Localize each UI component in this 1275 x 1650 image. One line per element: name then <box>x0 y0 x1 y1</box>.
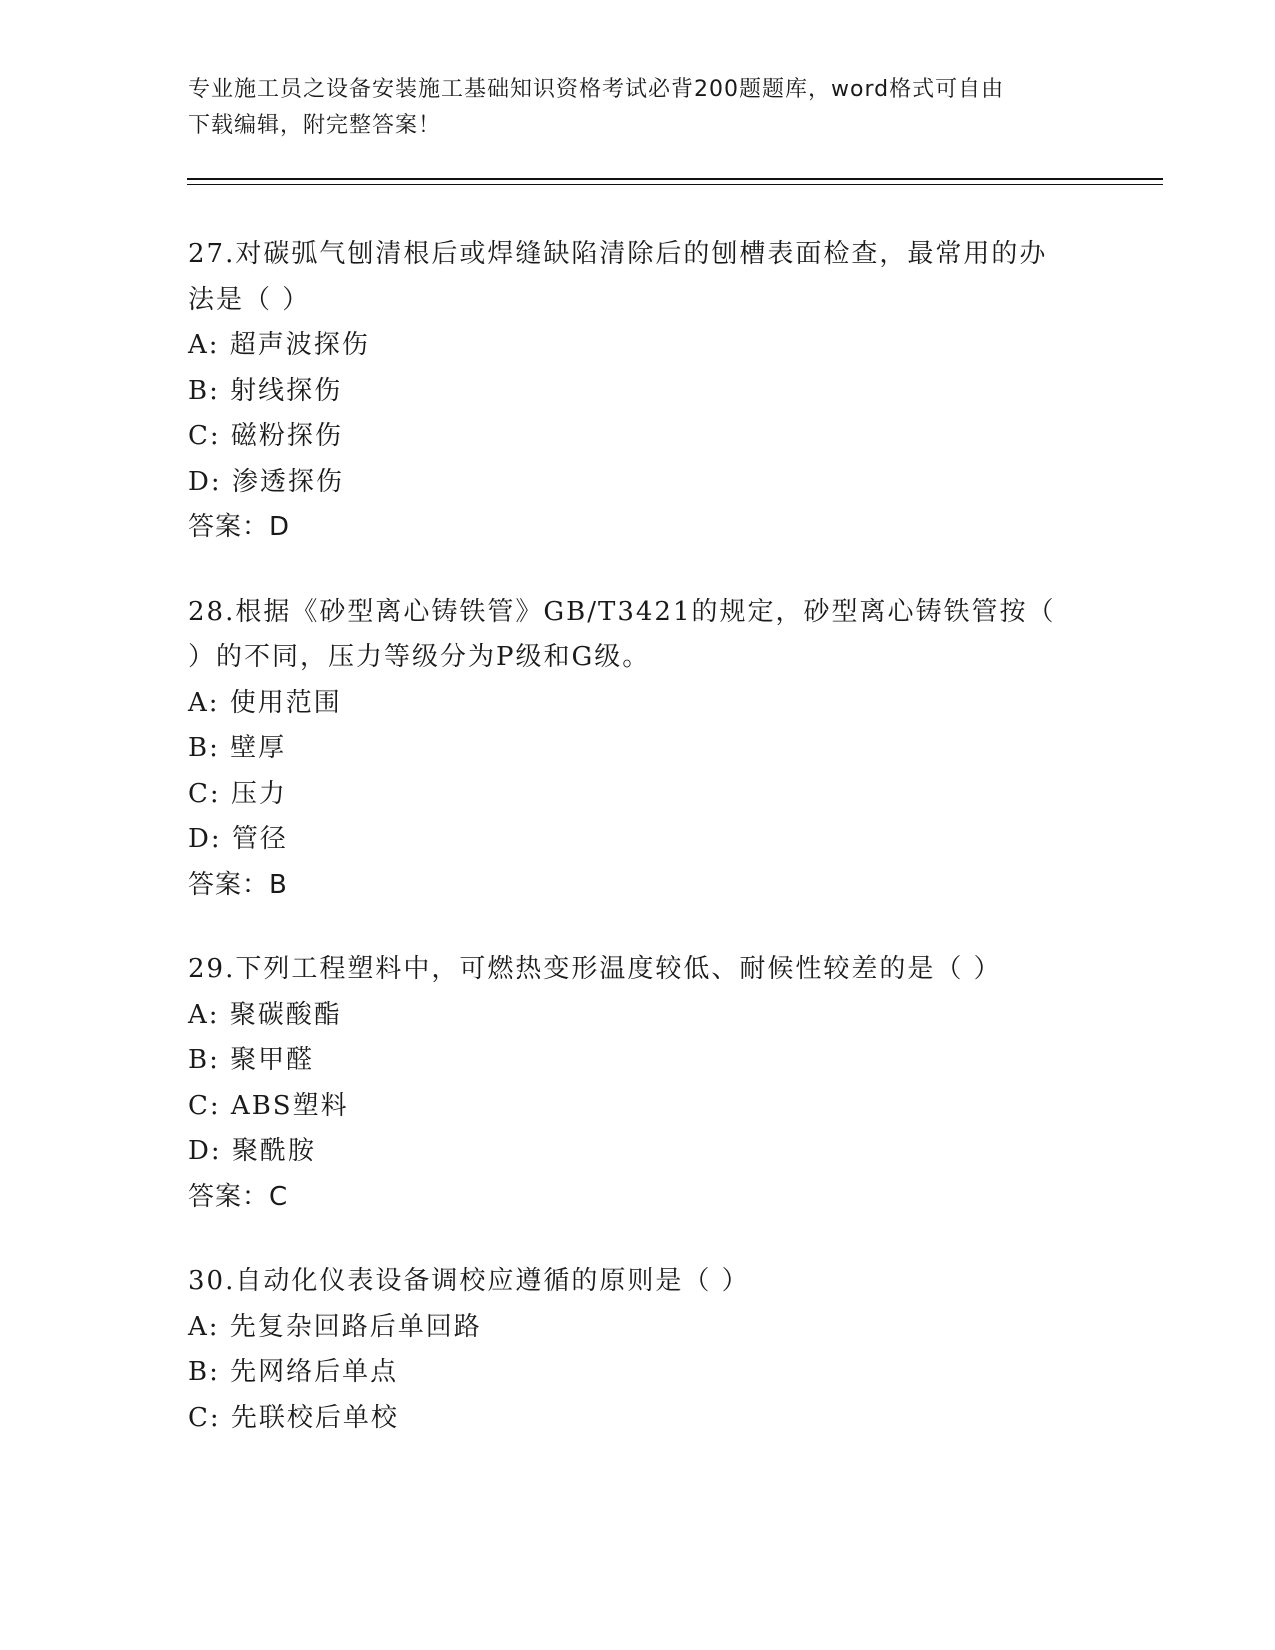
option-b: B: 射线探伤 <box>188 375 343 406</box>
option-b: B: 聚甲醛 <box>188 1045 315 1075</box>
question-stem-line: 29.下列工程塑料中，可燃热变形温度较低、耐候性较差的是（ ） <box>188 954 1002 984</box>
question-stem-line: 30.自动化仪表设备调校应遵循的原则是（ ） <box>188 1266 750 1296</box>
option-a: A: 使用范围 <box>188 687 342 718</box>
answer-label: 答案：B <box>188 869 288 900</box>
question-stem-line: 法是（ ） <box>188 284 311 315</box>
question-stem-line: ）的不同，压力等级分为P级和G级。 <box>188 642 651 672</box>
question-stem-line: 28.根据《砂型离心铸铁管》GB/T3421的规定，砂型离心铸铁管按（ <box>188 596 1056 627</box>
option-c: C: ABS塑料 <box>188 1090 349 1121</box>
option-c: C: 压力 <box>188 778 287 809</box>
answer-label: 答案：C <box>188 1181 289 1212</box>
answer-label: 答案：D <box>188 512 291 542</box>
header-title-line-1: 专业施工员之设备安装施工基础知识资格考试必背200题题库，word格式可自由 <box>188 77 1005 102</box>
option-a: A: 先复杂回路后单回路 <box>188 1311 482 1342</box>
question-28 <box>188 590 1088 909</box>
question-list <box>188 232 1088 1480</box>
question-27 <box>188 232 1088 551</box>
question-stem-line: 27.对碳弧气刨清根后或焊缝缺陷清除后的刨槽表面检查，最常用的办 <box>188 239 1048 269</box>
option-a: A: 聚碳酸酯 <box>188 999 342 1030</box>
option-a: A: 超声波探伤 <box>188 330 370 360</box>
question-29 <box>188 947 1088 1220</box>
option-d: D: 管径 <box>188 824 288 854</box>
option-b: B: 先网络后单点 <box>188 1357 399 1387</box>
header-divider-thin <box>187 184 1163 185</box>
option-c: C: 先联校后单校 <box>188 1402 399 1433</box>
question-30 <box>188 1259 1088 1441</box>
header-title-line-2: 下载编辑，附完整答案！ <box>188 113 442 138</box>
option-d: D: 渗透探伤 <box>188 466 344 497</box>
option-b: B: 壁厚 <box>188 733 287 763</box>
option-c: C: 磁粉探伤 <box>188 421 343 451</box>
document-header <box>188 72 1088 144</box>
header-divider-thick <box>187 178 1163 180</box>
option-d: D: 聚酰胺 <box>188 1136 316 1166</box>
